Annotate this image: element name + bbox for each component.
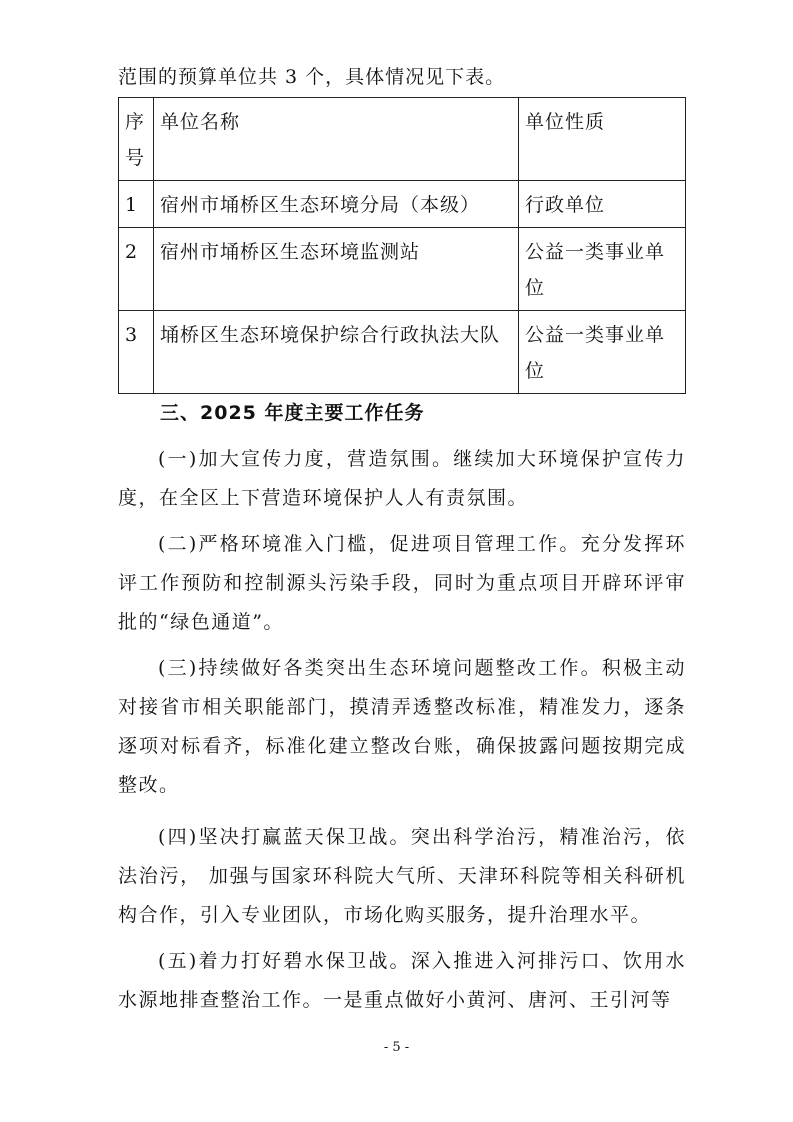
paragraph-5: (五)着力打好碧水保卫战。深入推进入河排污口、饮用水水源地排查整治工作。一是重点做好小黄河、唐河、王引河等 <box>118 950 686 1011</box>
intro-text: 范围的预算单位共 3 个，具体情况见下表。 <box>118 66 506 88</box>
table-row <box>119 311 686 394</box>
unit-name: 宿州市埇桥区生态环境监测站 <box>154 228 519 311</box>
section-title: 三、2025 年度主要工作任务 <box>160 402 425 424</box>
paragraph-3: (三)持续做好各类突出生态环境问题整改工作。积极主动对接省市相关职能部门，摸清弄透整改标准，精准发力，逐条逐项对标看齐，标准化建立整改台账，确保披露问题按期完成整改。 <box>118 657 686 796</box>
header-cell-type: 单位性质 <box>518 98 685 181</box>
row-number: 1 <box>119 181 154 228</box>
row-number: 3 <box>119 311 154 394</box>
table-row <box>119 228 686 311</box>
table-row <box>119 181 686 228</box>
unit-type: 公益一类事业单位 <box>518 228 685 311</box>
budget-units-table <box>118 97 686 394</box>
table-header-row <box>119 98 686 181</box>
unit-name: 宿州市埇桥区生态环境分局（本级） <box>154 181 519 228</box>
paragraph-2: (二)严格环境准入门槛，促进项目管理工作。充分发挥环评工作预防和控制源头污染手段，同时为重点项目开辟环评审批的“绿色通道”。 <box>118 533 686 633</box>
page-number: - 5 - <box>383 1040 410 1055</box>
paragraph-4: (四)坚决打赢蓝天保卫战。突出科学治污，精准治污，依法治污， 加强与国家环科院大气所、天津环科院等相关科研机构合作，引入专业团队，市场化购买服务，提升治理水平。 <box>118 826 686 926</box>
unit-type: 行政单位 <box>518 181 685 228</box>
row-number: 2 <box>119 228 154 311</box>
unit-type: 公益一类事业单位 <box>518 311 685 394</box>
unit-name: 埇桥区生态环境保护综合行政执法大队 <box>154 311 519 394</box>
header-cell-name: 单位名称 <box>154 98 519 181</box>
header-cell-no: 序号 <box>119 98 154 181</box>
paragraph-1: (一)加大宣传力度，营造氛围。继续加大环境保护宣传力度，在全区上下营造环境保护人人有责氛围。 <box>118 448 686 509</box>
